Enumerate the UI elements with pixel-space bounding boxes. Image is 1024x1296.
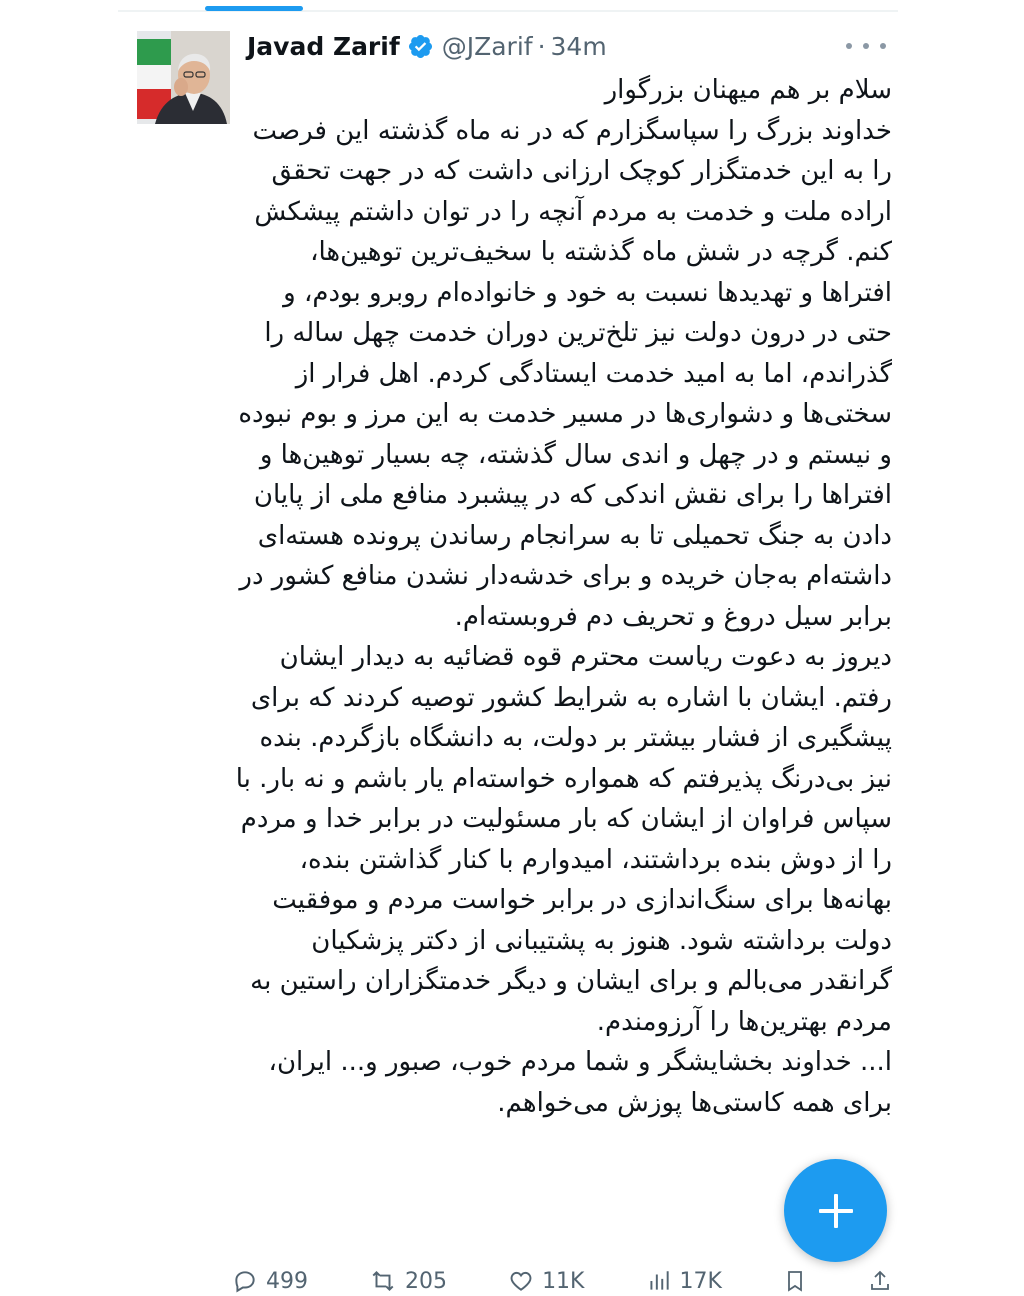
tweet-paragraph: خداوند بزرگ را سپاسگزارم که در نه ماه گذشته این فرصت را به این خدمتگزار کوچک ارزانی داشت که در جهت تحقق اراده ملت و خدمت به مردم آنچه را در توان داشتم پیشکش کنم. گرچه در شش ماه گذشته با سخیف‌ترین توهین‌ها، افتراها و تهدیدها نسبت به خود و خانواده‌ام روبرو بودم، و حتی در درون دولت نیز تلخ‌ترین دوران خدمت چهل ساله را گذراندم، اما به امید خدمت ایستادگی کردم. اهل فرار از سختی‌ها و دشواری‌ها در مسیر خدمت به این مرز و بوم نبوده و نیستم و در چهل و اندی سال گذشته، چه بسیار توهین‌ها و افتراها را برای نقش اندکی که در پیشبرد منافع ملی از پایان دادن به جنگ تحمیلی تا به سرانجام رساندن پرونده هسته‌ای داشته‌ام به‌جان خریده و برای خدشه‌دار نشدن منافع کشور در برابر سیل دروغ و تحریف دم فروبسته‌ام. xyxy=(238,115,892,632)
compose-tweet-button[interactable] xyxy=(784,1159,887,1262)
repost-count: 205 xyxy=(405,1268,448,1294)
heart-icon xyxy=(508,1268,534,1294)
author-display-name[interactable]: Javad Zarif xyxy=(247,31,400,61)
like-button[interactable] xyxy=(508,1268,584,1294)
reply-icon xyxy=(232,1268,258,1294)
tweet-paragraph: دیروز به دعوت ریاست محترم قوه قضائیه به دیدار ایشان رفتم. ایشان با اشاره به شرایط کشور توصیه کردند که برای پیشگیری از فشار بیشتر بر دولت، به دانشگاه بازگردم. بنده نیز بی‌درنگ پذیرفتم که همواره خواسته‌ام یار باشم و نه بار. با سپاس فراوان از ایشان که بار مسئولیت در برابر خدا و مردم را از دوش بنده برداشتند، امیدوارم با کنار گذاشتن بنده، بهانه‌ها برای سنگ‌اندازی در برابر خواست مردم و موفقیت دولت برداشته شود. هنوز به پشتیبانی از دکتر پزشکیان گرانقدر می‌بالم و برای ایشان و دیگر خدمتگزاران راستین به مردم بهترین‌ها را آرزومندم. xyxy=(235,642,892,1037)
tweet-action-bar xyxy=(232,1266,892,1296)
more-horizontal-icon[interactable] xyxy=(846,34,886,58)
tweet-time[interactable]: 34m xyxy=(550,31,607,61)
tweet-paragraph: ا... خداوند بخشایشگر و شما مردم خوب، صبور و... ایران، برای همه کاستی‌ها پوزش می‌خواهم. xyxy=(268,1047,892,1118)
avatar[interactable] xyxy=(137,31,230,124)
plus-icon xyxy=(816,1191,856,1231)
share-icon xyxy=(868,1268,892,1294)
tweet-header xyxy=(247,26,607,66)
bookmark-icon xyxy=(783,1268,807,1294)
repost-icon xyxy=(369,1268,397,1294)
tweet-body xyxy=(232,70,892,1123)
share-button[interactable] xyxy=(868,1268,892,1294)
reply-button[interactable] xyxy=(232,1268,308,1294)
bookmark-button[interactable] xyxy=(783,1268,807,1294)
tweet-paragraph: سلام بر هم میهنان بزرگوار xyxy=(604,75,892,105)
like-count: 11K xyxy=(542,1268,585,1294)
repost-button[interactable] xyxy=(369,1268,447,1294)
views-count: 17K xyxy=(679,1268,722,1294)
reply-count: 499 xyxy=(266,1268,308,1294)
active-tab-indicator xyxy=(205,6,303,11)
header-separator: · xyxy=(537,31,546,61)
views-button[interactable] xyxy=(646,1268,722,1294)
verified-badge-icon xyxy=(407,33,434,60)
author-handle[interactable]: @JZarif xyxy=(441,31,533,61)
views-chart-icon xyxy=(646,1268,672,1294)
